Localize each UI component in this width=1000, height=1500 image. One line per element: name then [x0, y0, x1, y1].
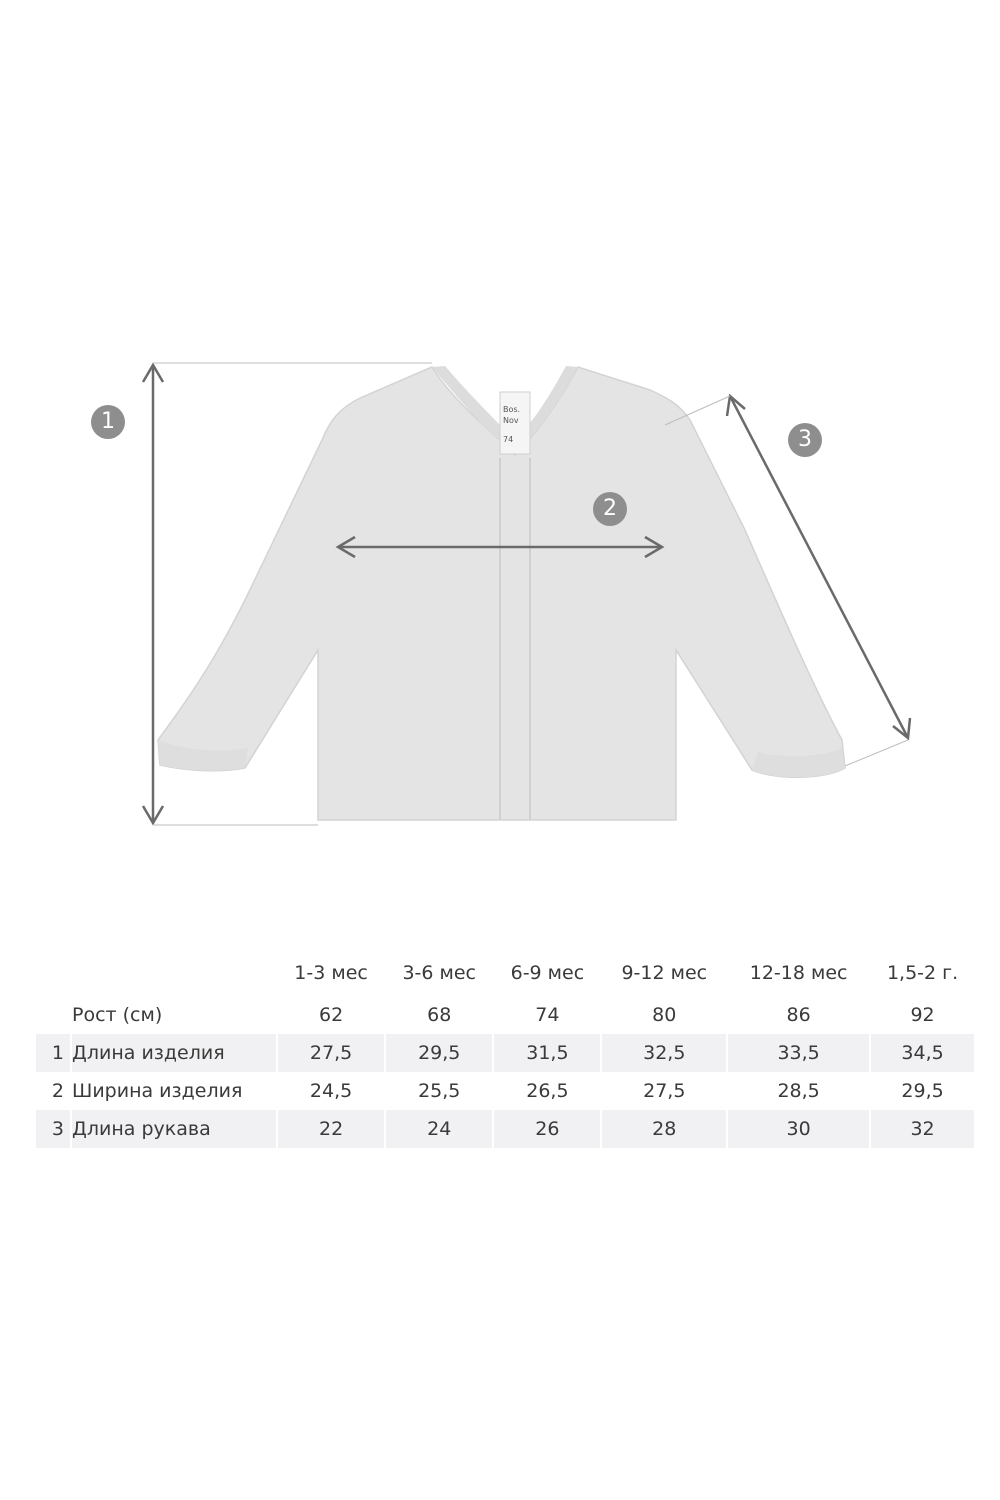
table-cell: 33,5 [728, 1034, 869, 1072]
table-cell: 27,5 [643, 1080, 686, 1102]
row-number: 3 [36, 1110, 70, 1148]
table-cell: 34,5 [871, 1034, 974, 1072]
table-cell: 86 [786, 1004, 811, 1026]
table-header-row [36, 950, 974, 996]
cardigan-shape [158, 366, 845, 820]
column-header: 1-3 мес [294, 962, 368, 984]
column-header: 6-9 мес [510, 962, 585, 984]
table-cell: 74 [535, 1004, 560, 1026]
table-cell: 31,5 [494, 1034, 600, 1072]
table-cell: 29,5 [901, 1080, 944, 1102]
table-cell: 92 [910, 1004, 935, 1026]
tag-brand-line2: Nov [503, 416, 519, 425]
table-cell: 27,5 [278, 1034, 384, 1072]
table-row-height [36, 996, 974, 1034]
table-row-sleeve [36, 1110, 974, 1148]
table-cell: 28 [602, 1110, 726, 1148]
table-cell: 68 [427, 1004, 452, 1026]
table-cell: 30 [728, 1110, 869, 1148]
table-row-length [36, 1034, 974, 1072]
row-number: 2 [51, 1080, 64, 1102]
table-cell: 24 [386, 1110, 492, 1148]
row-number [36, 996, 70, 1034]
table-cell: 80 [652, 1004, 677, 1026]
badge-2: 2 [593, 492, 627, 526]
table-cell: 26 [494, 1110, 600, 1148]
table-cell: 28,5 [777, 1080, 820, 1102]
row-label: Рост (см) [72, 1004, 163, 1026]
table-cell: 62 [318, 1004, 344, 1026]
tag-size: 74 [503, 435, 514, 444]
table-cell: 26,5 [526, 1080, 569, 1102]
row-label: Длина изделия [72, 1034, 276, 1072]
table-cell: 25,5 [418, 1080, 461, 1102]
table-cell: 22 [278, 1110, 384, 1148]
badge-3: 3 [788, 423, 822, 457]
table-cell: 32,5 [602, 1034, 726, 1072]
column-header: 1,5-2 г. [886, 962, 959, 984]
table-cell: 29,5 [386, 1034, 492, 1072]
column-header: 9-12 мес [621, 962, 708, 984]
table-cell: 24,5 [309, 1080, 353, 1102]
table-cell: 32 [871, 1110, 974, 1148]
column-header: 12-18 мес [749, 962, 848, 984]
row-label: Ширина изделия [72, 1080, 243, 1102]
row-number: 1 [36, 1034, 70, 1072]
column-header: 3-6 мес [402, 962, 476, 984]
tag-brand-line1: Bos. [503, 405, 521, 414]
row-label: Длина рукава [72, 1110, 276, 1148]
size-table [34, 950, 976, 1148]
table-row-width [36, 1072, 974, 1110]
badge-1: 1 [91, 405, 125, 439]
